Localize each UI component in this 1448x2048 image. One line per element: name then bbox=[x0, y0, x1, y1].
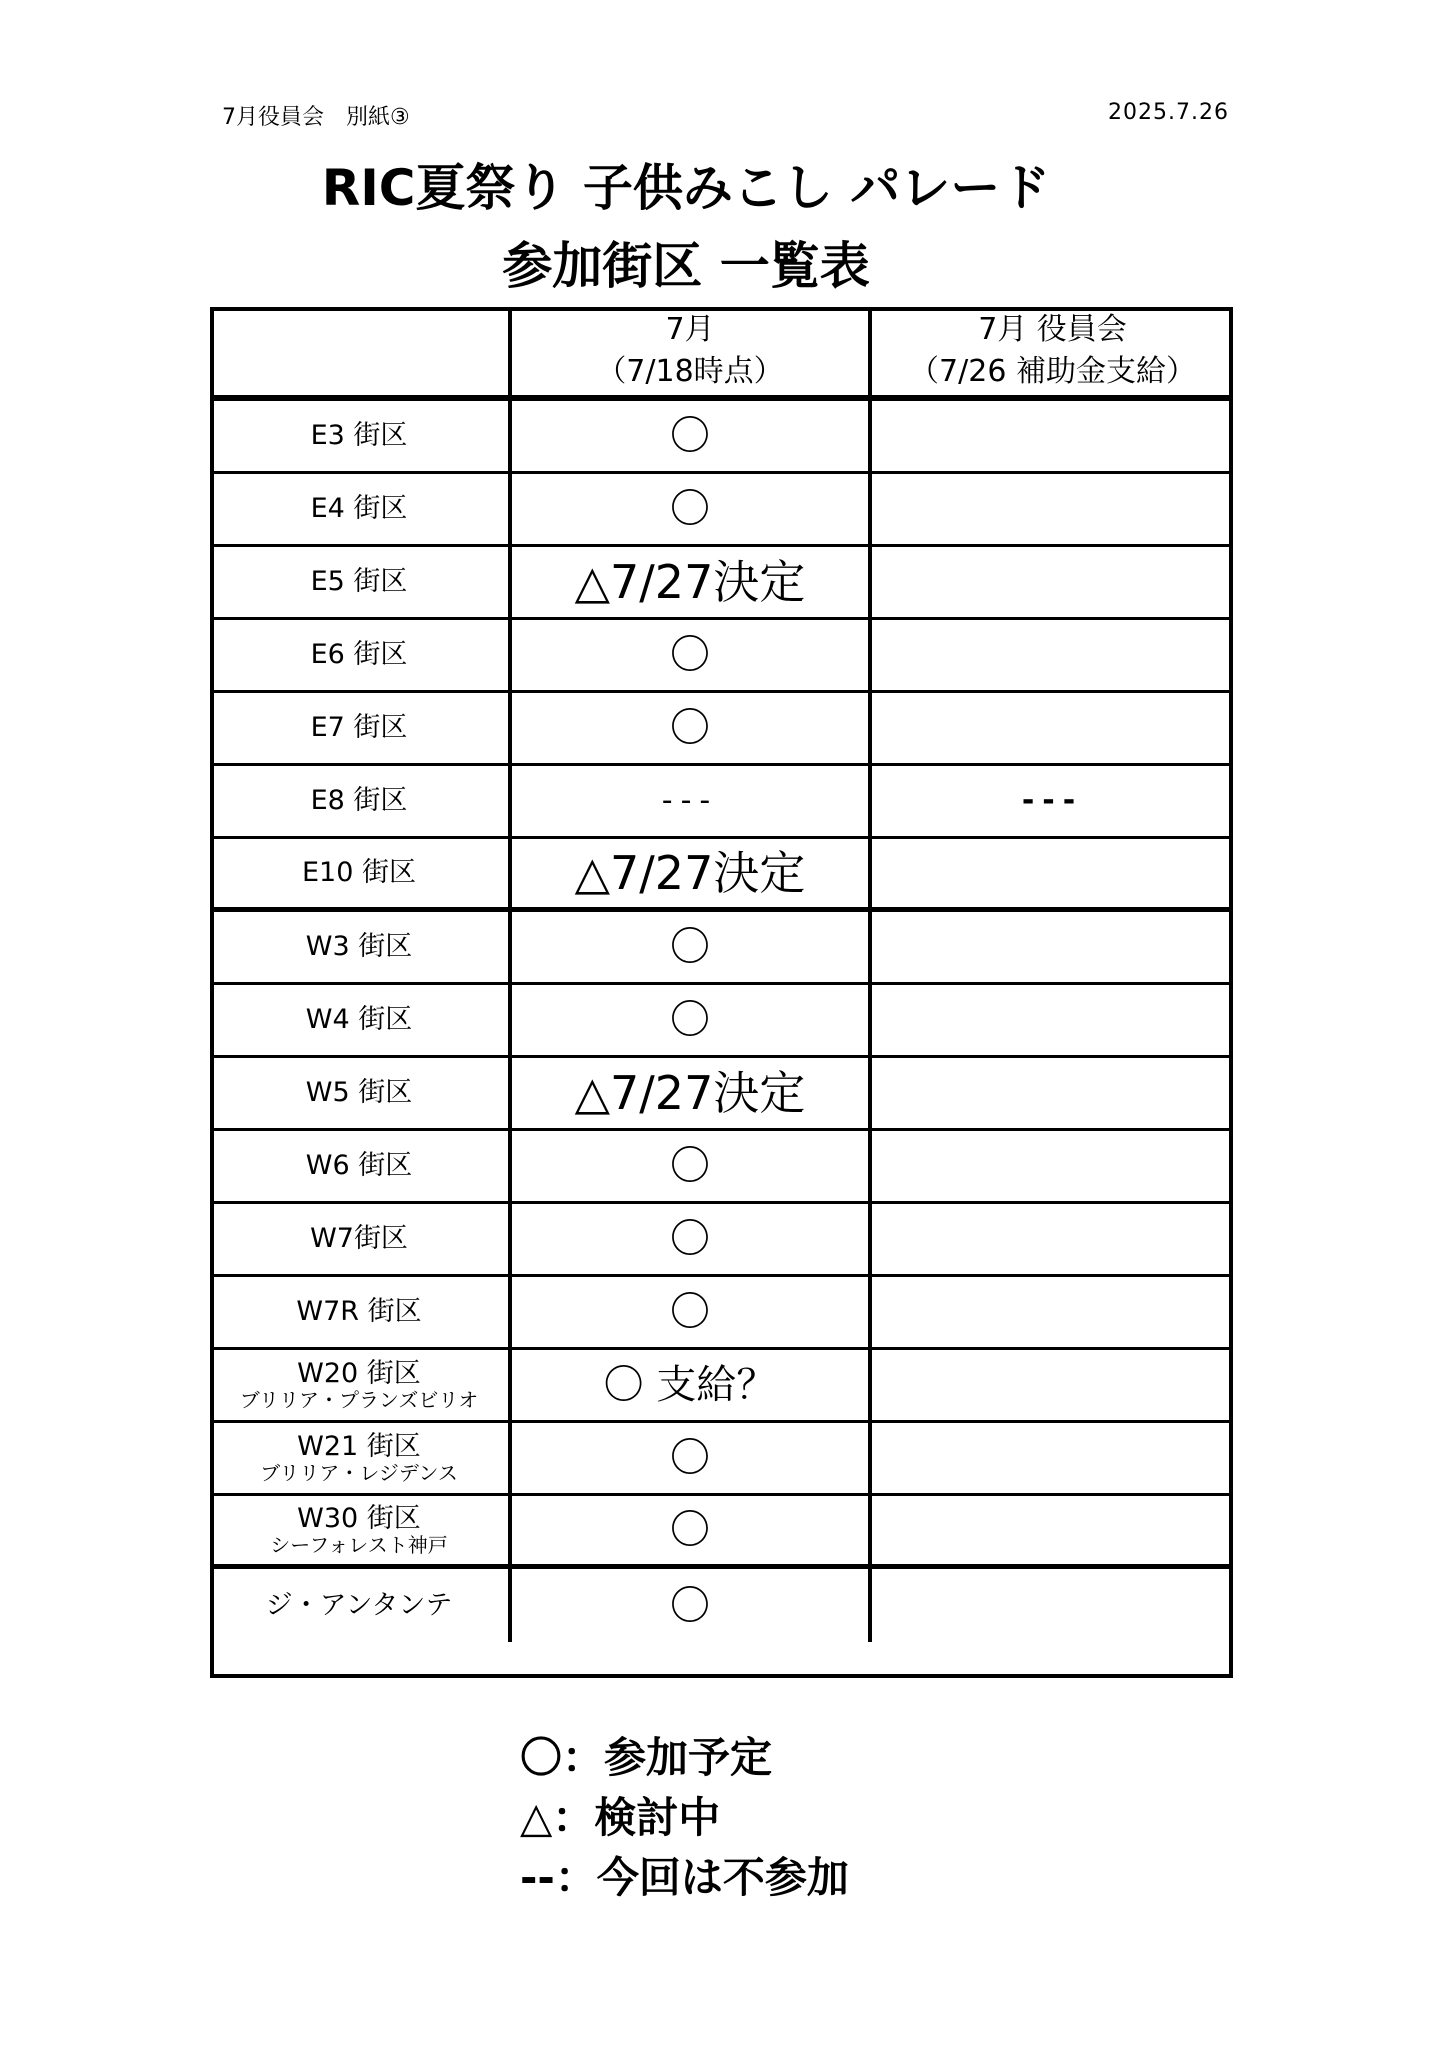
table-row bbox=[210, 1058, 1233, 1131]
district-name: W20 街区 bbox=[297, 1358, 421, 1389]
district-cell bbox=[210, 401, 512, 471]
table-row bbox=[210, 693, 1233, 766]
header-board-line2: （7/26 補助金支給） bbox=[909, 354, 1196, 389]
header-board-line1: 7月 役員会 bbox=[978, 312, 1127, 347]
july-status: △7/27決定 bbox=[574, 555, 806, 609]
july-status: 〇 bbox=[670, 632, 710, 678]
participation-table bbox=[210, 307, 1233, 1642]
july-status: 〇 bbox=[670, 1507, 710, 1553]
july-cell bbox=[512, 1423, 872, 1493]
board-cell bbox=[872, 401, 1233, 471]
board-cell bbox=[872, 1569, 1233, 1642]
district-cell bbox=[210, 985, 512, 1055]
legend-participating: 〇：参加予定 bbox=[520, 1733, 773, 1782]
header-july-line2: （7/18時点） bbox=[596, 354, 784, 389]
board-cell bbox=[872, 547, 1233, 617]
july-cell bbox=[512, 547, 872, 617]
july-status: 〇 支給？ bbox=[603, 1362, 777, 1408]
july-cell bbox=[512, 985, 872, 1055]
header-cell-july bbox=[512, 307, 872, 395]
district-cell bbox=[210, 766, 512, 836]
july-cell bbox=[512, 474, 872, 544]
district-name: E7 街区 bbox=[310, 712, 408, 743]
legend-considering: △：検討中 bbox=[520, 1793, 721, 1842]
district-cell bbox=[210, 474, 512, 544]
district-cell bbox=[210, 912, 512, 982]
july-cell bbox=[512, 766, 872, 836]
july-status: 〇 bbox=[670, 486, 710, 532]
district-name: E4 街区 bbox=[310, 493, 408, 524]
table-row bbox=[210, 401, 1233, 474]
board-cell bbox=[872, 912, 1233, 982]
table-row bbox=[210, 839, 1233, 912]
july-status: 〇 bbox=[670, 1289, 710, 1335]
july-cell bbox=[512, 1204, 872, 1274]
board-cell bbox=[872, 474, 1233, 544]
district-name: W7R 街区 bbox=[296, 1296, 422, 1327]
july-status: △7/27決定 bbox=[574, 846, 806, 900]
table-row bbox=[210, 620, 1233, 693]
board-cell bbox=[872, 1058, 1233, 1128]
table-row bbox=[210, 912, 1233, 985]
title-line-1: RIC夏祭り 子供みこし パレード bbox=[321, 159, 1051, 217]
district-name: W21 街区 bbox=[297, 1431, 421, 1462]
july-status: --- bbox=[661, 783, 719, 818]
district-name: W30 街区 bbox=[297, 1503, 421, 1534]
july-cell bbox=[512, 401, 872, 471]
board-status: --- bbox=[1021, 783, 1084, 818]
district-name: E6 街区 bbox=[310, 639, 408, 670]
july-status: 〇 bbox=[670, 924, 710, 970]
district-name: ジ・アンタンテ bbox=[265, 1589, 453, 1621]
district-cell bbox=[210, 1204, 512, 1274]
july-cell bbox=[512, 839, 872, 907]
july-status: 〇 bbox=[670, 1216, 710, 1262]
board-cell bbox=[872, 693, 1233, 763]
board-cell bbox=[872, 839, 1233, 907]
district-name: E3 街区 bbox=[310, 420, 408, 451]
table-row bbox=[210, 1131, 1233, 1204]
board-cell bbox=[872, 620, 1233, 690]
july-cell bbox=[512, 1496, 872, 1564]
table-row bbox=[210, 1277, 1233, 1350]
district-cell bbox=[210, 693, 512, 763]
district-cell bbox=[210, 1350, 512, 1420]
july-cell bbox=[512, 620, 872, 690]
district-building-name: シーフォレスト神戸 bbox=[270, 1533, 448, 1557]
district-cell bbox=[210, 1131, 512, 1201]
district-name: W3 街区 bbox=[305, 931, 413, 962]
july-status: 〇 bbox=[670, 997, 710, 1043]
july-cell bbox=[512, 1350, 872, 1420]
table-row bbox=[210, 1496, 1233, 1569]
board-cell bbox=[872, 985, 1233, 1055]
header-cell-board bbox=[872, 307, 1233, 395]
board-cell bbox=[872, 1277, 1233, 1347]
table-row bbox=[210, 1423, 1233, 1496]
header-cell-district bbox=[210, 307, 512, 395]
district-name: W4 街区 bbox=[305, 1004, 413, 1035]
title-line-2: 参加街区 一覧表 bbox=[502, 237, 870, 295]
july-status: 〇 bbox=[670, 1143, 710, 1189]
board-cell bbox=[872, 1423, 1233, 1493]
district-cell bbox=[210, 1423, 512, 1493]
july-cell bbox=[512, 693, 872, 763]
table-row bbox=[210, 1569, 1233, 1642]
district-name: E8 街区 bbox=[310, 785, 408, 816]
july-status: 〇 bbox=[670, 1435, 710, 1481]
board-cell bbox=[872, 1204, 1233, 1274]
july-cell bbox=[512, 1058, 872, 1128]
district-cell bbox=[210, 1277, 512, 1347]
table-row bbox=[210, 1204, 1233, 1277]
district-name: W6 街区 bbox=[305, 1150, 413, 1181]
district-building-name: ブリリア・レジデンス bbox=[260, 1461, 458, 1485]
july-cell bbox=[512, 1569, 872, 1642]
board-cell bbox=[872, 1496, 1233, 1564]
board-cell bbox=[872, 766, 1233, 836]
district-cell bbox=[210, 1496, 512, 1564]
table-row bbox=[210, 474, 1233, 547]
july-cell bbox=[512, 912, 872, 982]
district-name: W5 街区 bbox=[305, 1077, 413, 1108]
board-cell bbox=[872, 1350, 1233, 1420]
district-name: W7街区 bbox=[310, 1223, 408, 1254]
july-status: 〇 bbox=[670, 1582, 710, 1629]
july-status: 〇 bbox=[670, 413, 710, 459]
table-row bbox=[210, 766, 1233, 839]
district-cell bbox=[210, 1058, 512, 1128]
district-cell bbox=[210, 1569, 512, 1642]
header-july-line1: 7月 bbox=[665, 312, 715, 347]
july-cell bbox=[512, 1277, 872, 1347]
district-cell bbox=[210, 620, 512, 690]
table-row bbox=[210, 1350, 1233, 1423]
district-cell bbox=[210, 547, 512, 617]
board-cell bbox=[872, 1131, 1233, 1201]
july-cell bbox=[512, 1131, 872, 1201]
document-date: 2025.7.26 bbox=[1108, 100, 1229, 125]
table-row bbox=[210, 547, 1233, 620]
document-label: 7月役員会 別紙③ bbox=[222, 105, 410, 130]
legend bbox=[520, 1728, 849, 1908]
table-header-row bbox=[210, 307, 1233, 401]
july-status: △7/27決定 bbox=[574, 1066, 806, 1120]
district-name: E5 街区 bbox=[310, 566, 408, 597]
district-cell bbox=[210, 839, 512, 907]
table-row bbox=[210, 985, 1233, 1058]
district-name: E10 街区 bbox=[302, 857, 416, 888]
july-status: 〇 bbox=[670, 705, 710, 751]
district-building-name: ブリリア・プランズビリオ bbox=[239, 1388, 479, 1412]
legend-not-participating: --：今回は不参加 bbox=[520, 1853, 849, 1902]
